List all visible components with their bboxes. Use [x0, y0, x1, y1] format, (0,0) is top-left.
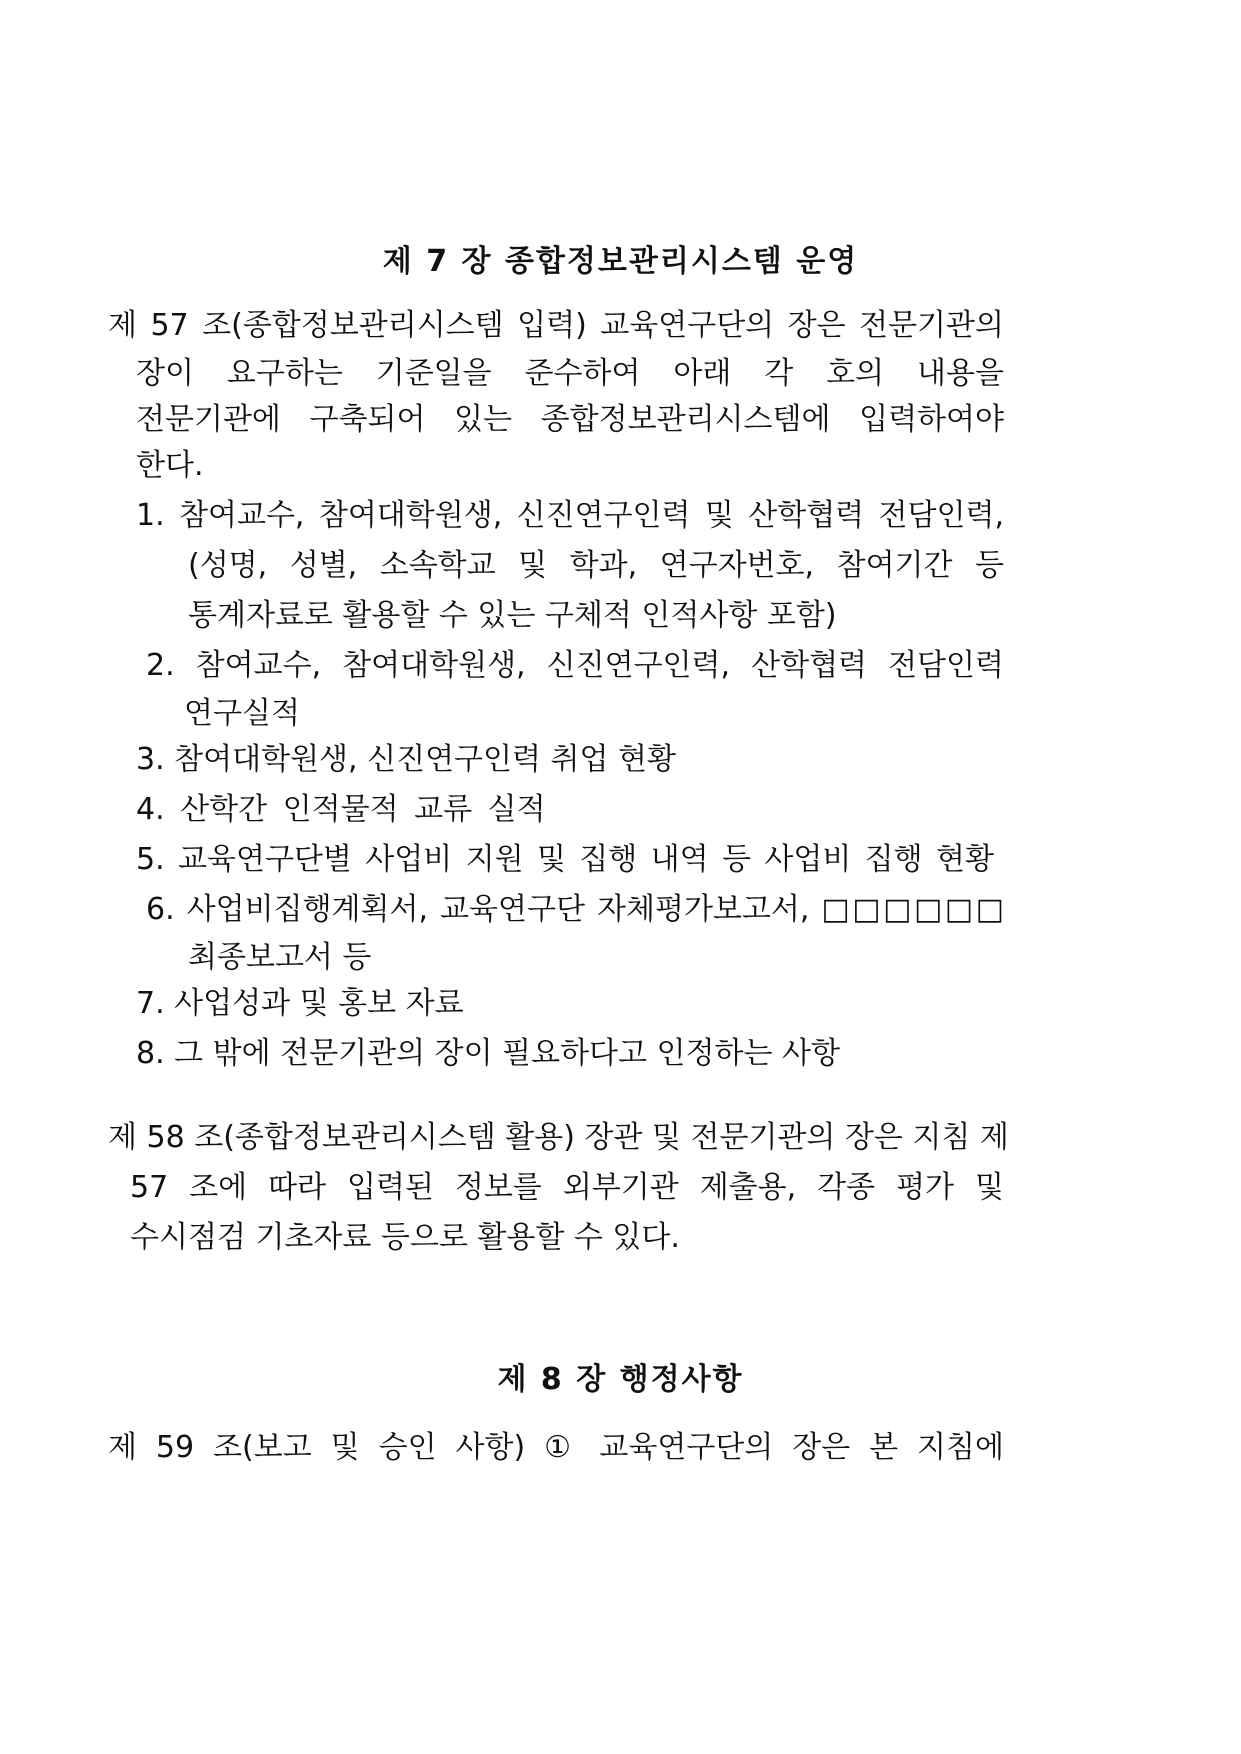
article-58-line-1: 제 58 조(종합정보관리시스템 활용) 장관 및 전문기관의 장은 지침 제: [108, 1120, 1009, 1155]
item-6-line-1: 6. 사업비집행계획서, 교육연구단 자체평가보고서, □□□□□□: [146, 892, 1004, 927]
item-2-line-2: 연구실적: [184, 696, 300, 731]
article-57-line-3: 전문기관에 구축되어 있는 종합정보관리시스템에 입력하여야: [136, 402, 1004, 437]
article-57-line-1: 제 57 조(종합정보관리시스템 입력) 교육연구단의 장은 전문기관의: [108, 308, 1004, 343]
chapter-7-title: 제 7 장 종합정보관리시스템 운영: [382, 244, 859, 279]
article-57-line-2: 장이 요구하는 기준일을 준수하여 아래 각 호의 내용을: [136, 356, 1004, 391]
article-58-line-3: 수시점검 기초자료 등으로 활용할 수 있다.: [130, 1220, 680, 1255]
item-7: 7. 사업성과 및 홍보 자료: [136, 986, 464, 1021]
item-6-line-2: 최종보고서 등: [188, 940, 372, 975]
item-8: 8. 그 밖에 전문기관의 장이 필요하다고 인정하는 사항: [136, 1036, 840, 1071]
item-2-line-1: 2. 참여교수, 참여대학원생, 신진연구인력, 산학협력 전담인력: [146, 648, 1004, 683]
item-1-line-1: 1. 참여교수, 참여대학원생, 신진연구인력 및 산학협력 전담인력,: [136, 498, 1004, 533]
item-1-line-3: 통계자료로 활용할 수 있는 구체적 인적사항 포함): [188, 598, 837, 633]
article-58-line-2: 57 조에 따라 입력된 정보를 외부기관 제출용, 각종 평가 및: [130, 1170, 1004, 1205]
chapter-8-title: 제 8 장 행정사항: [497, 1362, 744, 1397]
item-5: 5. 교육연구단별 사업비 지원 및 집행 내역 등 사업비 집행 현황: [136, 842, 994, 877]
item-1-line-2: (성명, 성별, 소속학교 및 학과, 연구자번호, 참여기간 등: [188, 548, 1004, 583]
item-3: 3. 참여대학원생, 신진연구인력 취업 현황: [136, 742, 676, 777]
article-57-line-4: 한다.: [136, 448, 204, 483]
item-4: 4. 산학간 인적물적 교류 실적: [136, 792, 546, 827]
article-59-line-1: 제 59 조(보고 및 승인 사항) ① 교육연구단의 장은 본 지침에: [108, 1430, 1004, 1465]
